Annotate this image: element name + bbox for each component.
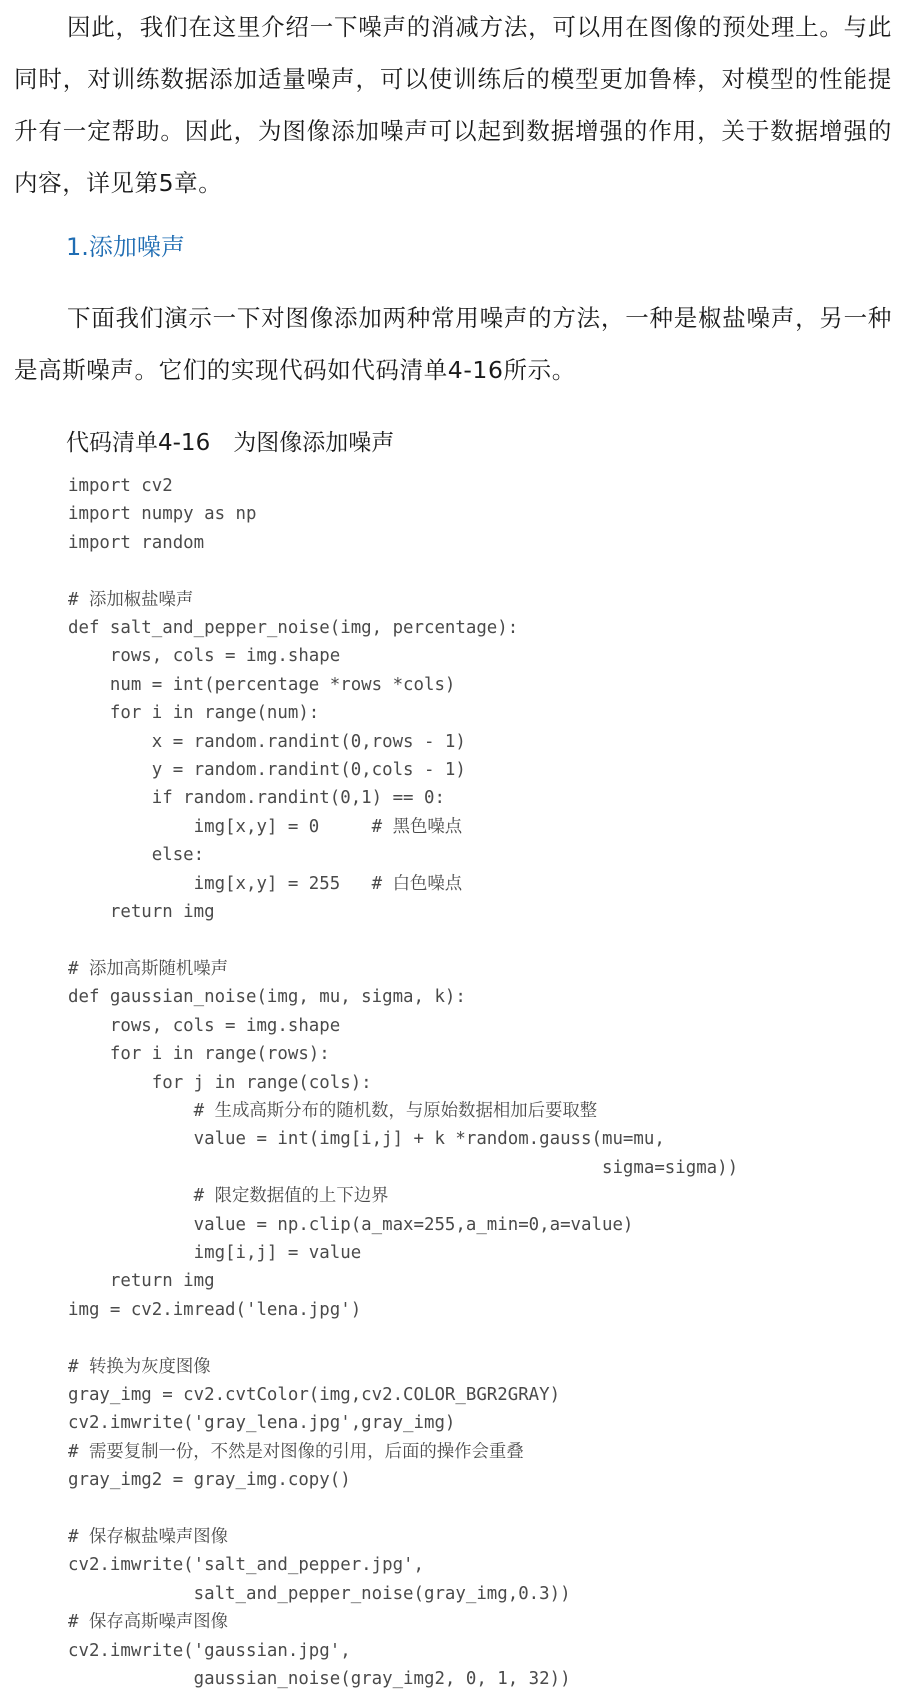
body-paragraph: 下面我们演示一下对图像添加两种常用噪声的方法，一种是椒盐噪声，另一种是高斯噪声。它们的实现代码如代码清单4-16所示。 xyxy=(14,304,892,384)
code-listing: import cv2 import numpy as np import random # 添加椒盐噪声 def salt_and_pepper_noise(img, percentage): rows, cols = img.shape num = int(percentage *rows *cols) for i in range(num): x = random.randint(0,rows - 1) y = random.randint(0,cols - 1) if random.randint(0,1) == 0: img[x,y] = 0 # 黑色噪点 else: img[x,y] = 255 # 白色噪点 return img # 添加高斯随机噪声 def gaussian_noise(img, mu, sigma, k): rows, cols = img.shape for i in range(rows): for j in range(cols): # 生成高斯分布的随机数，与原始数据相加后要取整 value = int(img[i,j] + k *random.gauss(mu=mu, sigma=sigma)) # 限定数据值的上下边界 value = np.clip(a_max=255,a_min=0,a=value) img[i,j] = value return img img = cv2.imread('lena.jpg') # 转换为灰度图像 gray_img = cv2.cvtColor(img,cv2.COLOR_BGR2GRAY) cv2.imwrite('gray_lena.jpg',gray_img) # 需要复制一份，不然是对图像的引用，后面的操作会重叠 gray_img2 = gray_img.copy() # 保存椒盐噪声图像 cv2.imwrite('salt_and_pepper.jpg', salt_and_pepper_noise(gray_img,0.3)) # 保存高斯噪声图像 cv2.imwrite('gaussian.jpg', gaussian_noise(gray_img2, 0, 1, 32)) xyxy=(68,476,739,1690)
intro-paragraph: 因此，我们在这里介绍一下噪声的消减方法，可以用在图像的预处理上。与此同时，对训练数据添加适量噪声，可以使训练后的模型更加鲁棒，对模型的性能提升有一定帮助。因此，为图像添加噪声可以起到数据增强的作用，关于数据增强的内容，详见第5章。 xyxy=(14,13,892,197)
section-heading: 1.添加噪声 xyxy=(66,233,185,261)
code-listing-caption: 代码清单4-16 为图像添加噪声 xyxy=(66,430,395,456)
